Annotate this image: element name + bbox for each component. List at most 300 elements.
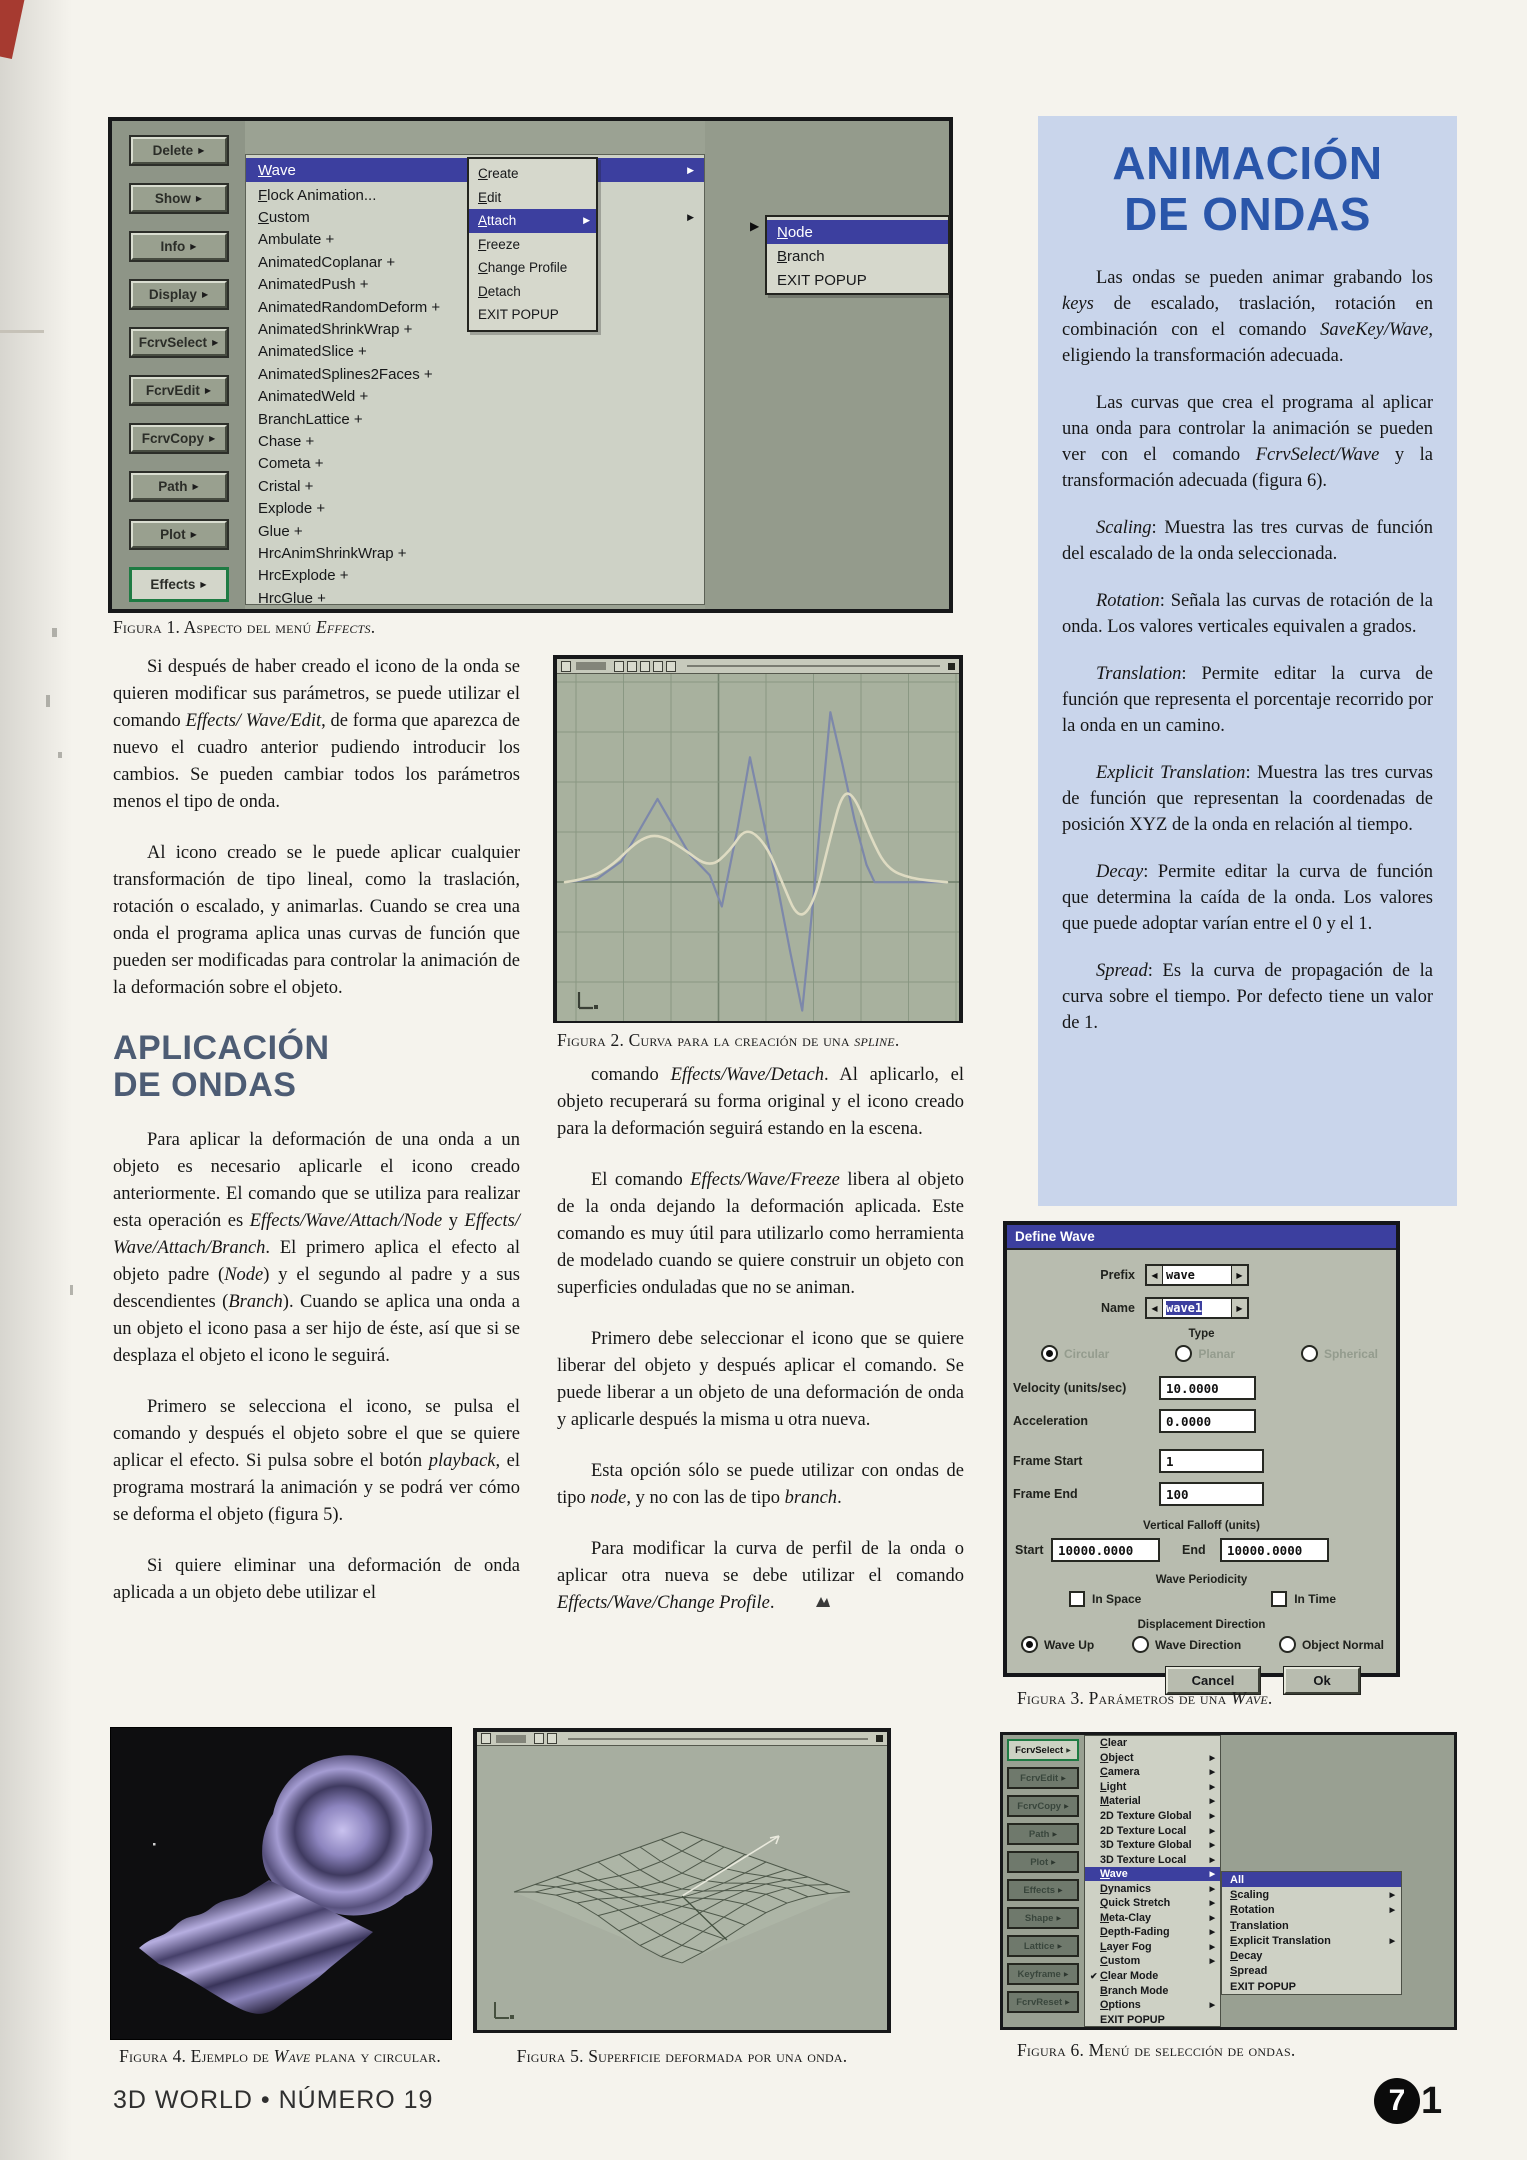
paragraph: Decay: Permite editar la curva de función que determina la caída de la onda. Los valores que puede adoptar varían entre el 0 y el 1. (1062, 862, 1433, 935)
menu-item-label: Dynamics (1100, 1882, 1152, 1895)
menu-item-label: HrcExplode + (258, 567, 349, 585)
menu-item-label: EXIT POPUP (1100, 2013, 1165, 2026)
menu-item[interactable] (246, 453, 704, 475)
radio-wave-up[interactable]: Wave Up (1021, 1636, 1094, 1653)
sidebar-button-label: Info (160, 239, 186, 254)
submenu-arrow-icon: ▶ (1209, 1871, 1215, 1879)
titlebar-drag-area[interactable] (687, 665, 940, 667)
end-label: End (1182, 1543, 1206, 1557)
submenu-arrow-icon: ▶ (1051, 1859, 1056, 1866)
window-icon (561, 661, 571, 672)
name-value[interactable]: wave1 (1163, 1299, 1231, 1317)
sidebar-button-label: FcrvReset (1016, 1996, 1063, 2008)
menu-item-label: Explicit Translation (1230, 1934, 1331, 1947)
prefix-spinner[interactable] (1145, 1264, 1249, 1286)
figure1-screenshot (108, 117, 953, 613)
paragraph: Rotation: Señala las curvas de rotación de la onda. Los valores verticales equivalen a grados. (1062, 591, 1433, 638)
left-column (113, 617, 520, 1607)
menu-item-label: Light (1100, 1780, 1127, 1793)
menu-item[interactable] (1085, 1809, 1220, 1824)
velocity-label: Velocity (units/sec) (1013, 1381, 1127, 1395)
menu-item[interactable] (1085, 1867, 1220, 1882)
sidebar-button[interactable] (1007, 1767, 1079, 1789)
titlebar-button[interactable] (666, 661, 676, 672)
submenu-arrow-icon: ▶ (687, 212, 694, 223)
sidebar-button-label: FcrvCopy (1017, 1800, 1062, 1812)
menu-item[interactable] (1085, 1954, 1220, 1969)
menu-item[interactable] (246, 386, 704, 408)
paragraph: Translation: Permite editar la curva de función que representa el porcentaje recorrido por la onda en un camino. (1062, 664, 1433, 737)
sidebar-button-label: Display (148, 287, 197, 302)
figure1-caption: Figura 1. Aspecto del menú Effects. (113, 617, 376, 637)
menu-item[interactable] (1085, 1765, 1220, 1780)
menu-item[interactable] (1085, 1925, 1220, 1940)
figure1-sidebar (112, 121, 245, 609)
menu-item-label: Chase + (258, 432, 315, 450)
sidebar-button[interactable] (129, 375, 229, 406)
paragraph: Al icono creado se le puede aplicar cualquier transformación de tipo lineal, como la traslación, rotación o escalado, y animarlas. Cuando se crea una onda el programa aplica unas curvas de función que pueden ser modificadas para controlar la animación de la deformación sobre el objeto. (113, 843, 520, 998)
menu-item[interactable] (1085, 1736, 1220, 1751)
spinner-left-icon[interactable]: ◀ (1147, 1266, 1163, 1284)
submenu-arrow-icon: ▶ (1389, 1937, 1395, 1945)
fcrvselect-menu (1084, 1735, 1221, 2027)
sidebar-button[interactable] (129, 519, 229, 550)
sidebar-button-label: Delete (152, 143, 194, 158)
paragraph: Primero se selecciona el icono, se pulsa el comando y después el objeto sobre el que se quiere aplicar el efecto. Si pulsa sobre el botón playback, el programa mostrará la animación y se podrá ver cómo se deforma el objeto (figura 5). (113, 1396, 520, 1525)
check-icon: ✔ (1090, 1970, 1098, 1981)
menu-item[interactable] (469, 303, 596, 327)
menu-item[interactable] (1085, 1911, 1220, 1926)
start-label: Start (1015, 1543, 1044, 1557)
submenu-arrow-icon: ▶ (1209, 1798, 1215, 1806)
menu-item[interactable] (246, 430, 704, 452)
sidebar-button-label: FcrvEdit (1020, 1772, 1059, 1784)
submenu-arrow-icon: ▶ (687, 164, 694, 175)
menu-item-label: Quick Stretch (1100, 1897, 1171, 1910)
submenu-arrow-icon: ▶ (200, 580, 207, 589)
titlebar-button[interactable] (534, 1733, 544, 1744)
submenu-arrow-icon: ▶ (1209, 1827, 1215, 1835)
sidebar-button[interactable] (1007, 1851, 1079, 1873)
menu-item-label: Wave (258, 161, 296, 179)
menu-item[interactable] (1085, 1983, 1220, 1998)
submenu-arrow-icon: ▶ (1209, 1885, 1215, 1893)
submenu-arrow-icon: ▶ (1209, 1914, 1215, 1922)
menu-item-label: Freeze (478, 236, 521, 252)
figure2-curve-window (553, 655, 963, 1023)
menu-item-label: Clear Mode (1100, 1970, 1159, 1983)
sidebar-button[interactable] (1007, 1963, 1079, 1985)
menu-item[interactable] (1085, 1881, 1220, 1896)
name-spinner[interactable] (1145, 1297, 1249, 1319)
menu-item[interactable] (469, 280, 596, 304)
sidebar-button[interactable] (129, 231, 229, 262)
sidebar-button[interactable] (1007, 1991, 1079, 2013)
frame-start-field[interactable]: 1 (1159, 1449, 1264, 1473)
radio-planar[interactable]: Planar (1175, 1345, 1235, 1362)
window-titlebar[interactable] (557, 659, 959, 674)
menu-item[interactable] (246, 341, 704, 363)
sidebar-button-label: Plot (160, 527, 186, 542)
paragraph: Si después de haber creado el icono de la onda se quieren modificar sus parámetros, se puede utilizar el comando Effects/ Wave/Edit, de forma que aparezca de nuevo el cuadro anterior pudiendo introducir los cambios. Se pueden cambiar todos los parámetros menos el tipo de onda. (113, 657, 521, 812)
submenu-arrow-icon: ▶ (1056, 1915, 1062, 1922)
sidebar-button-label: Keyframe (1017, 1968, 1061, 1980)
menu-item-label: BranchLattice + (258, 410, 363, 428)
submenu-arrow-icon: ▶ (750, 219, 760, 233)
menu-item[interactable] (469, 233, 596, 257)
menu-item[interactable] (1085, 2012, 1220, 2027)
menu-item[interactable] (1222, 1903, 1401, 1918)
menu-item[interactable] (767, 244, 948, 268)
submenu-arrow-icon: ▶ (1209, 1783, 1215, 1791)
figure5-viewport-window (473, 1728, 891, 2033)
menu-item[interactable] (1085, 1969, 1220, 1984)
close-icon[interactable] (948, 663, 955, 670)
cancel-button[interactable]: Cancel (1166, 1667, 1260, 1694)
menu-item[interactable] (1222, 1918, 1401, 1933)
menu-item[interactable] (1085, 1823, 1220, 1838)
dialog-titlebar[interactable]: Define Wave (1007, 1225, 1396, 1250)
submenu-arrow-icon: ▶ (1209, 1769, 1215, 1777)
radio-spherical[interactable]: Spherical (1301, 1345, 1378, 1362)
paragraph: Las ondas se pueden animar grabando los keys de escalado, traslación, rotación en combinación con el comando SaveKey/Wave, eligiendo la transformación adecuada. (1062, 268, 1433, 367)
titlebar-drag-area[interactable] (568, 1738, 868, 1740)
scan-speck (46, 695, 50, 707)
menu-item-label: Scaling (1230, 1888, 1270, 1901)
menu-item-label: Material (1100, 1795, 1141, 1808)
spinner-right-icon[interactable]: ▶ (1231, 1299, 1247, 1317)
spinner-left-icon[interactable]: ◀ (1147, 1299, 1163, 1317)
titlebar-button[interactable] (547, 1733, 557, 1744)
type-label: Type (1188, 1328, 1215, 1340)
scan-dash (0, 330, 44, 333)
scan-speck (70, 1285, 73, 1295)
sidebar-button[interactable] (1007, 1907, 1079, 1929)
frame-end-label: Frame End (1013, 1487, 1078, 1501)
menu-item[interactable] (246, 363, 704, 385)
menu-item-label: Decay (1230, 1950, 1263, 1963)
page-number: 7 1 (1374, 2078, 1442, 2124)
prefix-value[interactable]: wave (1163, 1266, 1231, 1284)
submenu-arrow-icon: ▶ (1064, 1803, 1069, 1810)
panel-title: ANIMACIÓN DE ONDAS (1112, 137, 1383, 240)
paragraph: Las curvas que crea el programa al aplicar una onda para controlar la animación se pueden ver con el comando FcrvSelect/Wave y la transformación adecuada (figura 6). (1062, 393, 1434, 492)
checkbox-in-space[interactable]: In Space (1069, 1591, 1141, 1607)
submenu-arrow-icon: ▶ (190, 530, 197, 539)
menu-item[interactable] (1222, 1964, 1401, 1979)
periodicity-label: Wave Periodicity (1155, 1574, 1248, 1586)
submenu-arrow-icon: ▶ (1209, 1943, 1215, 1951)
menu-item-label: Rotation (1230, 1904, 1275, 1917)
submenu-arrow-icon: ▶ (209, 434, 216, 443)
titlebar-button[interactable] (653, 661, 663, 672)
menu-item-label: All (1230, 1873, 1245, 1886)
menu-item[interactable] (246, 587, 704, 609)
paragraph: Si quiere eliminar una deformación de onda aplicada a un objeto debe utilizar el (113, 1555, 520, 1603)
submenu-arrow-icon: ▶ (1065, 1999, 1070, 2006)
menu-item[interactable] (246, 408, 704, 430)
menu-item[interactable] (767, 220, 948, 244)
sidebar-button[interactable] (129, 135, 229, 166)
menu-item-label: Branch Mode (1100, 1984, 1169, 1997)
paragraph: Para modificar la curva de perfil de la onda o aplicar otra nueva se debe utilizar el comando Effects/Wave/Change Profile. (557, 1536, 964, 1617)
menu-item-label: Meta-Clay (1100, 1911, 1152, 1924)
menu-item[interactable] (1085, 1998, 1220, 2013)
paragraph: Explicit Translation: Muestra las tres curvas de función que representan la coordenadas de posición XYZ de la onda en relación al tiempo. (1062, 763, 1433, 836)
submenu-arrow-icon: ▶ (1209, 1900, 1215, 1908)
submenu-arrow-icon: ▶ (1209, 2002, 1215, 2010)
submenu-arrow-icon: ▶ (192, 482, 199, 491)
menu-item-label: AnimatedSlice + (258, 343, 367, 361)
menu-item-label: Cometa + (258, 455, 324, 473)
menu-item[interactable] (1222, 1887, 1401, 1902)
define-wave-dialog (1003, 1221, 1400, 1688)
submenu-arrow-icon: ▶ (1061, 1775, 1066, 1782)
sidebar-button-label: Shape (1024, 1912, 1054, 1924)
ok-button[interactable]: Ok (1284, 1667, 1360, 1694)
menu-item-label: 3D Texture Global (1100, 1839, 1192, 1852)
menu-item-label: Camera (1100, 1766, 1140, 1779)
submenu-arrow-icon: ▶ (1389, 1891, 1395, 1899)
menu-item-label: Change Profile (478, 260, 568, 276)
window-icon (481, 1733, 491, 1744)
menu-item-label: Branch (777, 247, 825, 265)
sidebar-button[interactable] (129, 471, 229, 502)
menu-item-label: Detach (478, 283, 521, 299)
figure6-caption: Figura 6. Menú de selección de ondas. (1017, 2040, 1296, 2060)
menu-item[interactable] (1222, 1872, 1401, 1887)
spinner-right-icon[interactable]: ▶ (1231, 1266, 1247, 1284)
sidebar-button-label: FcrvCopy (141, 431, 205, 446)
menu-item-label: Custom (258, 209, 310, 227)
wave-submenu (467, 157, 598, 332)
menu-item[interactable] (1222, 1979, 1401, 1994)
page-number-circle: 7 (1374, 2078, 1420, 2124)
radio-object-normal[interactable]: Object Normal (1279, 1636, 1384, 1653)
sidebar-button-label: Plot (1030, 1856, 1049, 1868)
close-icon[interactable] (876, 1735, 883, 1742)
menu-item-label: EXIT POPUP (1230, 1980, 1297, 1993)
paragraph: Primero debe seleccionar el icono que se quiere liberar del objeto y después aplicar el comando. Se puede liberar a un objeto de una deformación de onda y aplicarle después la misma u otra nueva. (557, 1329, 964, 1430)
menu-item[interactable] (246, 565, 704, 587)
paragraph: Esta opción sólo se puede utilizar con ondas de tipo node, y no con las de tipo branch. (557, 1461, 964, 1508)
displacement-label: Displacement Direction (1137, 1619, 1266, 1631)
velocity-field[interactable]: 10.0000 (1159, 1376, 1256, 1400)
menu-item-label: Node (777, 223, 813, 241)
menu-item-label: 2D Texture Global (1100, 1810, 1192, 1822)
menu-item-label: HrcGlue + (258, 589, 326, 607)
sidebar-button-label: Path (158, 479, 188, 494)
falloff-start-field[interactable]: 10000.0000 (1051, 1538, 1160, 1562)
figure6-screenshot (1000, 1732, 1457, 2030)
menu-item-label: Options (1100, 1999, 1141, 2012)
falloff-label: Vertical Falloff (units) (1143, 1520, 1260, 1532)
menu-item-label: EXIT POPUP (777, 271, 867, 289)
sidebar-button[interactable] (129, 423, 229, 454)
sidebar-button[interactable] (1007, 1935, 1079, 1957)
titlebar-button[interactable] (614, 661, 624, 672)
middle-column (557, 1062, 964, 1617)
sidebar-button[interactable] (1007, 1823, 1079, 1845)
section-heading: APLICACIÓN DE ONDAS (113, 1029, 330, 1105)
sidebar-button[interactable] (1007, 1795, 1079, 1817)
submenu-arrow-icon: ▶ (198, 146, 205, 155)
sidebar-button-label: Lattice (1023, 1940, 1055, 1952)
menu-item[interactable] (1222, 1933, 1401, 1948)
paragraph: Spread: Es la curva de propagación de la curva sobre el tiempo. Por defecto tiene un valor de 1. (1062, 961, 1433, 1034)
submenu-arrow-icon: ▶ (1057, 1943, 1063, 1950)
footer-magazine-name: 3D WORLD • NÚMERO 19 (113, 2086, 434, 2114)
menu-item-label: AnimatedWeld + (258, 388, 369, 406)
scan-speck (52, 628, 57, 637)
menu-item-label: Wave (1100, 1868, 1128, 1881)
menu-item[interactable] (1085, 1794, 1220, 1809)
frame-end-field[interactable]: 100 (1159, 1482, 1264, 1506)
submenu-arrow-icon: ▶ (212, 338, 219, 347)
menu-item-label: Depth-Fading (1100, 1926, 1170, 1939)
submenu-arrow-icon: ▶ (201, 290, 209, 299)
submenu-arrow-icon: ▶ (583, 215, 590, 226)
menu-item-label: Object (1100, 1751, 1134, 1764)
window-titlebar[interactable] (477, 1732, 887, 1746)
menu-item[interactable] (246, 542, 704, 564)
submenu-arrow-icon: ▶ (1209, 1958, 1215, 1966)
submenu-arrow-icon: ▶ (1052, 1831, 1058, 1838)
titlebar-button[interactable] (640, 661, 650, 672)
menu-item-label: AnimatedPush + (258, 276, 369, 294)
menu-item-label: Explode + (258, 500, 326, 518)
submenu-arrow-icon: ▶ (1389, 1907, 1395, 1915)
menu-item-label: AnimatedSplines2Faces + (258, 365, 433, 383)
figure3-caption: Figura 3. Parámetros de una Wave. (1017, 1688, 1273, 1708)
paragraph: comando Effects/Wave/Detach. Al aplicarlo, el objeto recuperará su forma original y el icono creado para la deformación seguirá estando en la escena. (557, 1065, 965, 1139)
menu-item-label: 3D Texture Local (1100, 1853, 1187, 1866)
menu-item[interactable] (767, 268, 948, 292)
submenu-arrow-icon: ▶ (1209, 1856, 1215, 1864)
menu-item-label: Spread (1230, 1965, 1268, 1978)
menu-item[interactable] (1085, 1780, 1220, 1795)
deformed-mesh-canvas (477, 1746, 887, 2030)
menu-item-label: Edit (478, 189, 502, 205)
menu-item-label: Translation (1230, 1919, 1289, 1932)
menu-item-label: Flock Animation... (258, 186, 377, 204)
menu-item-label: Clear (1100, 1737, 1128, 1750)
checkbox-in-time[interactable]: In Time (1271, 1591, 1336, 1607)
submenu-arrow-icon: ▶ (1209, 1929, 1215, 1937)
figure4-render (110, 1727, 452, 2040)
menu-item-label: Custom (1100, 1955, 1141, 1968)
menu-item[interactable] (1085, 1896, 1220, 1911)
sidebar-button[interactable] (1007, 1739, 1079, 1761)
prefix-label: Prefix (1100, 1268, 1135, 1282)
menu-item-label: Create (478, 166, 519, 182)
function-curve-canvas (557, 674, 959, 1021)
sidebar-button-label: Effects (1023, 1884, 1056, 1896)
wave-render-image (111, 1728, 449, 2037)
sidebar-button[interactable] (1007, 1879, 1079, 1901)
frame-start-label: Frame Start (1013, 1454, 1083, 1468)
falloff-end-field[interactable]: 10000.0000 (1220, 1538, 1329, 1562)
sidebar-button-label: Path (1028, 1828, 1050, 1840)
menu-item-label: AnimatedCoplanar + (258, 253, 396, 271)
figure5-caption: Figura 5. Superficie deformada por una onda. (516, 2046, 848, 2066)
figure2-caption: Figura 2. Curva para la creación de una spline. (557, 1030, 900, 1050)
submenu-arrow-icon: ▶ (1066, 1747, 1071, 1754)
viewport-area (705, 121, 949, 609)
sidebar-button[interactable] (129, 279, 229, 310)
menu-item-label: EXIT POPUP (478, 307, 559, 323)
menu-item[interactable] (469, 209, 596, 233)
submenu-arrow-icon: ▶ (190, 242, 197, 251)
menu-item[interactable] (246, 475, 704, 497)
radio-circular[interactable]: Circular (1041, 1345, 1109, 1362)
paragraph: Para aplicar la deformación de una onda a un objeto es necesario aplicarle el icono creado anteriormente. El comando que se utiliza para realizar esta operación es Effects/Wave/Attach/Node y Effects/ Wave/Attach/Branch. El primero aplica el efecto al objeto padre (Node) y el segundo al padre y a sus descendientes (Branch). Cuando se aplica una onda a un objeto el icono pasa a ser hijo de éste, así que si se desplaza el objeto el icono le seguirá. (113, 1129, 520, 1366)
end-of-article-icon (781, 1590, 831, 1617)
menu-item-label: Ambulate + (258, 231, 335, 249)
sidebar-button[interactable] (129, 567, 229, 602)
sidebar-button-label: FcrvSelect (1015, 1744, 1064, 1756)
menu-item[interactable] (1085, 1751, 1220, 1766)
titlebar-button[interactable] (627, 661, 637, 672)
menu-item[interactable] (1085, 1940, 1220, 1955)
paragraph: Scaling: Muestra las tres curvas de función del escalado de la onda seleccionada. (1062, 518, 1433, 565)
menu-item[interactable] (246, 497, 704, 519)
menu-item-label: Glue + (258, 522, 303, 540)
submenu-arrow-icon: ▶ (1209, 1842, 1215, 1850)
sidebar-button-label: FcrvSelect (138, 335, 208, 350)
submenu-arrow-icon: ▶ (195, 194, 203, 203)
wave-fcrv-submenu (1221, 1871, 1402, 1995)
attach-submenu (765, 215, 950, 295)
menu-item-label: Layer Fog (1100, 1940, 1152, 1953)
titlebar-text-smudge (576, 662, 606, 670)
sidebar-button[interactable] (129, 327, 229, 358)
menu-item[interactable] (469, 162, 596, 186)
figure6-sidebar (1003, 1735, 1083, 2031)
radio-wave-direction[interactable]: Wave Direction (1132, 1636, 1241, 1653)
menu-item[interactable] (469, 256, 596, 280)
menu-item[interactable] (1085, 1838, 1220, 1853)
menu-item-label: Cristal + (258, 477, 314, 495)
menu-item[interactable] (1222, 1948, 1401, 1963)
menu-item-label: Attach (478, 213, 517, 229)
menu-item[interactable] (246, 520, 704, 542)
sidebar-button[interactable] (129, 183, 229, 214)
submenu-arrow-icon: ▶ (1063, 1971, 1069, 1978)
scan-speck (58, 752, 62, 758)
menu-item[interactable] (469, 186, 596, 210)
sidebar-article-panel (1038, 116, 1457, 1206)
titlebar-text-smudge (496, 1735, 526, 1743)
acceleration-field[interactable]: 0.0000 (1159, 1409, 1256, 1433)
paragraph: El comando Effects/Wave/Freeze libera al objeto de la onda dejando la deformación aplicada. Este comando es muy útil para utilizarlo como herramienta de modelado cuando se quiere construir un objeto con superficies onduladas que no se animan. (557, 1170, 964, 1298)
submenu-arrow-icon: ▶ (1209, 1813, 1215, 1820)
sidebar-button-label: FcrvEdit (145, 383, 200, 398)
submenu-arrow-icon: ▶ (204, 386, 212, 395)
figure4-caption: Figura 4. Ejemplo de Wave plana y circular. (119, 2046, 441, 2066)
menu-item-label: HrcAnimShrinkWrap + (258, 544, 407, 562)
submenu-arrow-icon: ▶ (1209, 1754, 1215, 1762)
menu-item-label: AnimatedRandomDeform + (258, 298, 441, 316)
scan-shadow (0, 0, 72, 2160)
submenu-arrow-icon: ▶ (1058, 1887, 1063, 1894)
menu-item[interactable] (1085, 1852, 1220, 1867)
name-label: Name (1100, 1301, 1135, 1315)
scan-dot (153, 1843, 156, 1846)
acceleration-label: Acceleration (1013, 1414, 1089, 1428)
sidebar-button-label: Effects (150, 577, 196, 592)
menu-item-label: AnimatedShrinkWrap + (258, 321, 413, 339)
